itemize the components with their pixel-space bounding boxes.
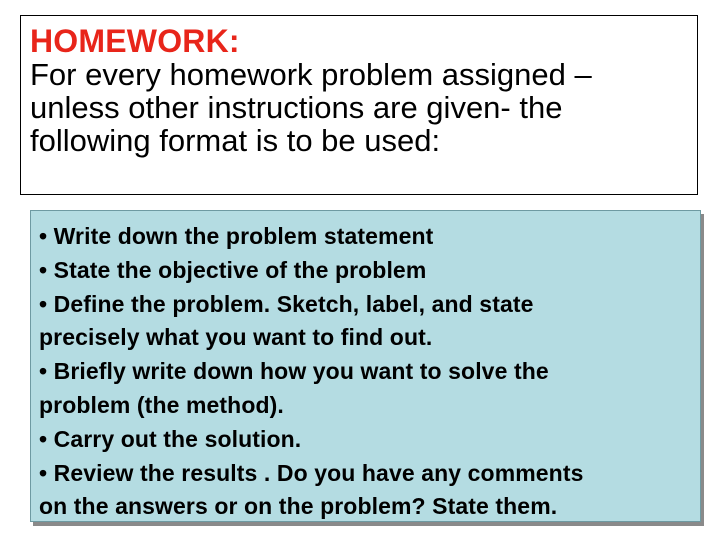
homework-title: HOMEWORK: xyxy=(30,23,240,59)
step-review-results-continued: on the answers or on the problem? State them. xyxy=(39,493,558,520)
step-describe-method-continued: problem (the method). xyxy=(39,391,284,418)
format-steps-box xyxy=(30,210,701,522)
intro-line-1: For every homework problem assigned – xyxy=(30,57,592,92)
step-state-objective: • State the objective of the problem xyxy=(39,256,427,283)
step-write-problem-statement: • Write down the problem statement xyxy=(39,223,434,249)
step-review-results: • Review the results . Do you have any comments xyxy=(39,459,584,486)
step-describe-method: • Briefly write down how you want to solve the xyxy=(39,358,549,385)
intro-line-2: unless other instructions are given- the xyxy=(30,90,563,125)
homework-header-box xyxy=(20,15,698,195)
step-define-problem: • Define the problem. Sketch, label, and state xyxy=(39,290,534,317)
step-define-problem-continued: precisely what you want to find out. xyxy=(39,324,433,351)
step-carry-out-solution: • Carry out the solution. xyxy=(39,425,302,452)
intro-line-3: following format is to be used: xyxy=(30,123,441,158)
